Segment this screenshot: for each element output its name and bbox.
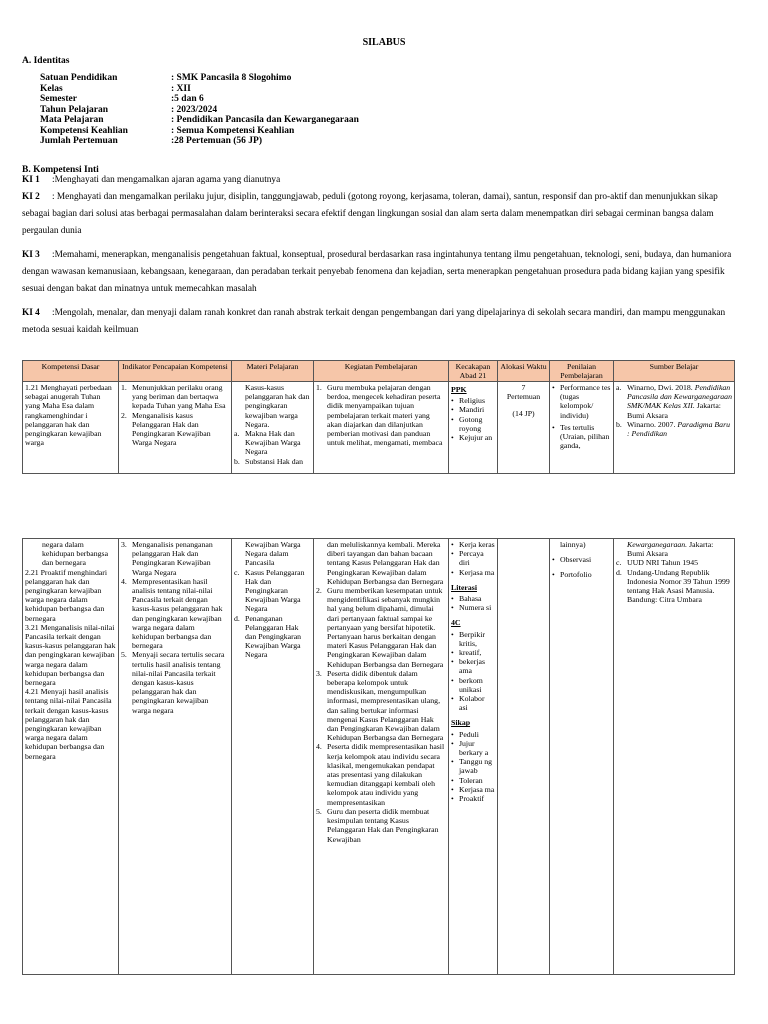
bullet-icon: • — [451, 414, 454, 424]
item-text: Percaya diri — [459, 549, 484, 568]
list-item — [451, 739, 495, 757]
item-number: a. — [616, 383, 622, 392]
alokasi-jp: (14 JP) — [512, 409, 535, 419]
header-kompetensi-dasar: Kompetensi Dasar — [23, 361, 119, 382]
item-text: kreatif, — [459, 648, 482, 658]
kd-text: 2.21 Proaktif menghindari pelanggaran hak dan pengingkaran kewajiban warga negara dalam kehidupan berbangsa dan bernegara — [25, 567, 108, 623]
item-text: Peduli — [459, 729, 479, 739]
identitas-label: Jumlah Pertemuan — [40, 136, 118, 146]
identitas-row — [40, 73, 359, 84]
item-text: Guru memberikan kesempatan untuk mengidentifikasi sebanyak mungkin hal yang belum dipahami, dimulai dari pertanyaan faktual sampai ke pertanyaan yang bersifat hipotetik. Pertanyaan harus berkaitan dengan materi Kasus Pelanggaran Hak dan Pengingkaran Kewajiban dalam Kehidupan Berbangsa dan Bernegara — [327, 586, 444, 669]
ki-text: : Menghayati dan mengamalkan perilaku jujur, disiplin, tanggungjawab, peduli (gotong royong, kerjasama, toleran, damai), santun, responsif dan pro-aktif dan menunjukkan sikap sebagai bagian dari solusi atas berbagai permasalahan dalam berinteraksi secara efektif dengan lingkungan sosial dan alam serta dalam menempatkan diri sebagai cerminan bangsa dalam pergaulan dunia — [22, 192, 718, 236]
list-item — [121, 411, 229, 448]
item-text: Toleran — [459, 775, 483, 785]
list-item — [616, 540, 732, 558]
item-text: Peserta didik mempresentasikan hasil kerja kelompok atau individu secara klasikal, mengemukakan pendapat atas presentasi yang dilakukan kemudian ditanggapi kembali oleh kelompok atau individu yang mempresentasikan — [327, 742, 445, 807]
bullet-icon: • — [451, 757, 454, 767]
list-item — [451, 785, 495, 794]
item-text: Guru dan peserta didik membuat kesimpulan tentang Kasus Pelanggaran Hak dan Pengingkaran Kewajiban — [327, 806, 439, 844]
bullet-icon: • — [552, 555, 555, 565]
identitas-value: :5 dan 6 — [171, 94, 204, 104]
4c-heading: 4C — [451, 618, 461, 628]
identitas-label: Semester — [40, 94, 77, 104]
item-number: 3. — [121, 540, 127, 549]
header-indikator: Indikator Pencapaian Kompetensi — [119, 361, 232, 382]
identitas-label: Kelas — [40, 83, 63, 94]
identitas-value: : XII — [171, 83, 191, 94]
list-item — [616, 383, 732, 420]
bullet-icon: • — [451, 657, 454, 667]
identitas-label: Kompetensi Keahlian — [40, 125, 128, 136]
list-item — [234, 383, 311, 429]
ki-text: :Mengolah, menalar, dan menyaji dalam ranah konkret dan ranah abstrak terkait dengan pengembangan dari yang dipelajarinya di sekolah secara mandiri, dan mampu menggunakan metoda sesuai kaidah keilmuan — [22, 308, 726, 335]
kd-text: 1.21 Menghayati perbedaan sebagai anugerah Tuhan yang Maha Esa dalam rangkamenghindar i pelanggaran hak dan pengingkaran kewajiban warga — [25, 383, 112, 448]
item-text: Menyaji secara tertulis secara tertulis hasil analisis tentang nilai-nilai Pancasila terkait dengan kasus-kasus pelanggaran hak dan pengingkaran kewajiban warga negara — [132, 650, 225, 715]
alokasi-cell — [498, 382, 550, 474]
identitas-label: Satuan Pendidikan — [40, 73, 118, 83]
item-number: 1. — [316, 383, 322, 392]
bullet-icon: • — [451, 405, 454, 415]
item-number: 3. — [316, 668, 322, 678]
item-text: Kasus Pelanggaran Hak dan Pengingkaran Kewajiban Warga Negara — [245, 567, 305, 614]
kd-text: negara dalam kehidupan berbangsa dan bernegara — [42, 540, 109, 568]
ki-1 — [22, 172, 746, 189]
list-item — [451, 657, 495, 675]
item-text: Makna Hak dan Kewajiban Warga Negara — [245, 429, 301, 457]
silabus-table-part-1 — [22, 360, 735, 474]
item-text: Kejujur an — [459, 433, 493, 443]
table-row — [23, 382, 735, 474]
literasi-heading: Literasi — [451, 582, 477, 592]
item-text: Performance tes (tugas kelompok/ individu) — [560, 383, 611, 420]
identitas-row — [40, 136, 359, 147]
identitas-value: :28 Pertemuan (56 JP) — [171, 136, 263, 146]
list-item — [451, 396, 495, 405]
list-item — [616, 420, 732, 438]
item-number: d. — [234, 613, 240, 623]
item-text: Kerjasa ma — [459, 567, 495, 577]
identitas-row — [40, 105, 359, 116]
bullet-icon: • — [451, 629, 454, 639]
bullet-icon: • — [451, 729, 454, 739]
list-item — [316, 586, 446, 669]
bullet-icon: • — [451, 594, 454, 604]
alokasi-count: 7 — [521, 383, 526, 392]
list-item — [121, 383, 229, 411]
list-item — [316, 383, 446, 447]
item-title: Pendidikan Pancasila dan Kewarganegaraan SMK/MAK Kelas XII. — [627, 383, 732, 411]
header-penilaian: Penilaian Pembelajaran — [550, 361, 614, 382]
sikap-heading: Sikap — [451, 718, 471, 728]
item-number: 2. — [316, 586, 322, 596]
kegiatan-cell — [314, 539, 449, 975]
table-header-row — [23, 361, 735, 382]
item-number — [316, 540, 327, 586]
penilaian-continued: lainnya) — [560, 540, 586, 549]
item-text: Kolabor asi — [459, 694, 485, 713]
section-a-heading: A. Identitas — [22, 56, 70, 66]
identitas-row — [40, 84, 359, 95]
item-text: Menunjukkan perilaku orang yang beriman dan bertaqwa kepada Tuhan yang Maha Esa — [132, 383, 226, 411]
item-text: Guru membuka pelajaran dengan berdoa, mengecek kehadiran peserta didik menyampaikan tujuan pembelajaran terkait materi yang akan diajarkan dan dilanjutkan pemberian motivasi dan panduan untuk melihat, mengamati, membaca — [327, 383, 443, 448]
item-text: Peserta didik dibentuk dalam beberapa kelompok untuk mendiskusikan, mengumpulkan informasi, mempresentasikan ulang, dan saling bertukar informasi mengenai Kasus Pelanggaran Hak dan Pengingkaran Kewajiban dalam Kehidupan Berbangsa dan Bernegara — [327, 668, 444, 743]
list-item — [121, 540, 229, 577]
bullet-icon: • — [451, 567, 454, 577]
header-kegiatan: Kegiatan Pembelajaran — [314, 361, 449, 382]
list-item — [451, 603, 495, 612]
item-publisher: Jakarta: Bumi Aksara — [627, 401, 721, 420]
list-item — [316, 807, 446, 844]
item-number — [234, 540, 245, 568]
list-item — [451, 757, 495, 775]
item-number — [616, 540, 627, 558]
list-item — [451, 433, 495, 442]
ki-4 — [22, 305, 746, 339]
list-item — [316, 540, 446, 586]
item-number: c. — [234, 567, 240, 577]
list-item — [234, 568, 311, 614]
item-text: Berpikir kritis, — [459, 629, 485, 648]
materi-cell — [232, 382, 314, 474]
header-alokasi: Alokasi Waktu — [498, 361, 550, 382]
item-text: dan meluliskannya kembali. Mereka diberi tayangan dan bahan bacaan tentang Kasus Pelanggaran Hak dan Pengingkaran Kewajiban dalam Kehidupan Berbangsa dan Bernegara — [327, 540, 444, 586]
identitas-row — [40, 126, 359, 137]
bullet-icon: • — [451, 603, 454, 613]
kd-cell — [23, 382, 119, 474]
header-kecakapan: Kecakapan Abad 21 — [449, 361, 498, 382]
penilaian-cell — [550, 539, 614, 975]
bullet-icon: • — [552, 570, 555, 580]
list-item — [121, 650, 229, 714]
item-text: Substansi Hak dan — [245, 456, 304, 466]
list-item — [234, 614, 311, 660]
identitas-value: : 2023/2024 — [171, 104, 218, 115]
bullet-icon: • — [451, 648, 454, 658]
list-item — [616, 558, 732, 567]
item-text: Kerjasa ma — [459, 784, 495, 794]
ppk-heading: PPK — [451, 385, 467, 394]
bullet-icon: • — [451, 675, 454, 685]
list-item — [451, 594, 495, 603]
item-text: Penanganan Pelanggaran Hak dan Pengingkaran Kewajiban Warga Negara — [245, 613, 302, 660]
kd-text: 4.21 Menyaji hasil analisis tentang nilai-nilai Pancasila terkait dengan kasus-kasus pelanggaran hak dan pengingkaran kewajiban warga negara dalam kehidupan berbangsa dan bernegara — [25, 687, 112, 761]
item-text: Tes tertulis (Uraian, pilihan ganda, — [560, 422, 610, 451]
silabus-table-part-2 — [22, 538, 735, 975]
item-text: Tanggu ng jawab — [459, 757, 493, 776]
list-item — [552, 555, 611, 564]
penilaian-cell — [550, 382, 614, 474]
ki-text: :Memahami, menerapkan, menganalisis pengetahuan faktual, konseptual, prosedural berdasarkan rasa ingintahunya tentang ilmu pengetahuan, teknologi, seni, budaya, dan humaniora dengan wawasan kemanusiaan, kebangsaan, kenegaraan, dan peradaban terkait penyebab fenomena dan kejadian, serta menerapkan pengetahuan prosedura pada bidang kajian yang spesifik sesuai dengan bakat dan minatnya untuk memecahkan masalah — [22, 250, 732, 294]
ki-label: KI 1 — [22, 175, 40, 185]
item-text: Gotong royong — [459, 414, 483, 433]
bullet-icon: • — [552, 422, 555, 432]
item-title: Kewarganegaraan. — [627, 540, 688, 549]
list-item — [552, 570, 611, 579]
alokasi-cell — [498, 539, 550, 975]
item-text: Numera si — [459, 603, 492, 613]
item-number: d. — [616, 567, 622, 577]
item-text: Menganalisis kasus Pelanggaran Hak dan Pengingkaran Kewajiban Warga Negara — [132, 410, 211, 448]
list-item — [552, 383, 611, 420]
header-sumber: Sumber Belajar — [614, 361, 735, 382]
item-number — [234, 383, 245, 429]
identitas-list — [40, 73, 359, 147]
item-text: Undang-Undang Republik Indonesia Nomor 39 Tahun 1999 tentang Hak Asasi Manusia. Bandung: Citra Umbara — [627, 567, 730, 605]
bullet-icon: • — [451, 775, 454, 785]
list-item — [451, 630, 495, 648]
item-text: UUD NRI Tahun 1945 — [627, 558, 698, 568]
identitas-row — [40, 115, 359, 126]
item-text: Jakarta: Bumi Aksara — [627, 540, 714, 559]
item-text: Portofolio — [560, 570, 592, 580]
identitas-value: : Pendidikan Pancasila dan Kewarganegaraan — [171, 115, 359, 125]
list-item — [451, 648, 495, 657]
bullet-icon: • — [451, 396, 454, 406]
kegiatan-cell — [314, 382, 449, 474]
bullet-icon: • — [451, 433, 454, 443]
bullet-icon: • — [451, 549, 454, 559]
list-item — [451, 794, 495, 803]
item-number: c. — [616, 558, 622, 568]
document-title: SILABUS — [362, 37, 406, 48]
item-number: a. — [234, 429, 240, 439]
item-number: 5. — [121, 650, 127, 660]
item-text: Kasus-kasus pelanggaran hak dan pengingkaran kewajiban warga Negara. — [245, 383, 310, 429]
item-number: 4. — [121, 576, 127, 586]
indikator-cell — [119, 539, 232, 975]
header-materi: Materi Pelajaran — [232, 361, 314, 382]
ki-label: KI 4 — [22, 308, 40, 318]
item-number: 4. — [316, 742, 322, 752]
kecakapan-cell — [449, 539, 498, 975]
identitas-value: : Semua Kompetensi Keahlian — [171, 125, 295, 136]
item-text: Proaktif — [459, 794, 485, 804]
list-item — [451, 776, 495, 785]
item-text: Mempresentasikan hasil analisis tentang nilai-nilai Pancasila terkait dengan kasus-kasus pelanggaran hak dan pengingkaran kewajiban warga negara dalam kehidupan berbangsa dan bernegara — [132, 576, 223, 651]
item-text: Mandiri — [459, 405, 485, 415]
bullet-icon: • — [451, 784, 454, 794]
sumber-cell — [614, 382, 735, 474]
item-number: b. — [234, 456, 240, 466]
item-title: Paradigma Baru : Pendidikan — [627, 419, 731, 439]
list-item — [316, 742, 446, 806]
bullet-icon: • — [451, 794, 454, 804]
item-text: berkom unikasi — [459, 675, 483, 694]
identitas-label: Mata Pelajaran — [40, 115, 104, 125]
item-text: Kewajiban Warga Negara dalam Pancasila — [245, 540, 301, 568]
ki-label: KI 3 — [22, 250, 40, 260]
ki-2 — [22, 189, 746, 240]
list-item — [451, 676, 495, 694]
identitas-row — [40, 94, 359, 105]
kd-text: 3.21 Menganalisis nilai-nilai Pancasila terkait dengan kasus-kasus pelanggaran hak dan pengingkaran kewajiban warga negara dalam kehidupan berbangsa dan bernegara — [25, 622, 116, 688]
list-item — [451, 694, 495, 712]
item-number: 2. — [121, 410, 127, 420]
bullet-icon: • — [451, 694, 454, 704]
list-item — [451, 415, 495, 433]
alokasi-unit: Pertemuan — [506, 392, 541, 402]
list-item — [616, 568, 732, 605]
item-text: Winarno, Dwi. 2018. — [627, 383, 693, 392]
section-b-heading: B. Kompetensi Inti — [22, 165, 99, 175]
bullet-icon: • — [552, 383, 555, 392]
bullet-icon: • — [451, 540, 454, 549]
list-item — [451, 549, 495, 567]
item-number: b. — [616, 419, 622, 429]
list-item — [234, 540, 311, 568]
item-text: Observasi — [560, 555, 592, 565]
item-number: 1. — [121, 383, 127, 392]
item-text: bekerjas ama — [459, 657, 485, 676]
item-text: Jujur berkary a — [459, 738, 489, 758]
identitas-value: : SMK Pancasila 8 Slogohimo — [171, 73, 292, 83]
ki-label: KI 2 — [22, 192, 40, 202]
list-item — [234, 457, 311, 466]
materi-cell — [232, 539, 314, 975]
bullet-icon: • — [451, 738, 454, 748]
kd-cell — [23, 539, 119, 975]
item-text: Kerja keras — [459, 540, 495, 549]
list-item — [234, 429, 311, 457]
list-item — [451, 405, 495, 414]
ki-3 — [22, 247, 746, 298]
list-item — [552, 423, 611, 451]
item-number: 5. — [316, 806, 322, 816]
list-item — [316, 669, 446, 743]
item-text: Winarno. 2007. — [627, 419, 676, 429]
table-row — [23, 539, 735, 975]
item-text: Religius — [459, 396, 485, 406]
kecakapan-cell — [449, 382, 498, 474]
sumber-cell — [614, 539, 735, 975]
list-item — [451, 730, 495, 739]
list-item — [121, 577, 229, 651]
item-text: Menganalisis penanganan pelanggaran Hak dan Pengingkaran Kewajiban Warga Negara — [132, 540, 213, 577]
item-text: Bahasa — [459, 594, 482, 604]
list-item — [451, 540, 495, 549]
list-item — [451, 568, 495, 577]
indikator-cell — [119, 382, 232, 474]
ki-text: :Menghayati dan mengamalkan ajaran agama yang dianutnya — [52, 175, 281, 185]
identitas-label: Tahun Pelajaran — [40, 104, 109, 115]
